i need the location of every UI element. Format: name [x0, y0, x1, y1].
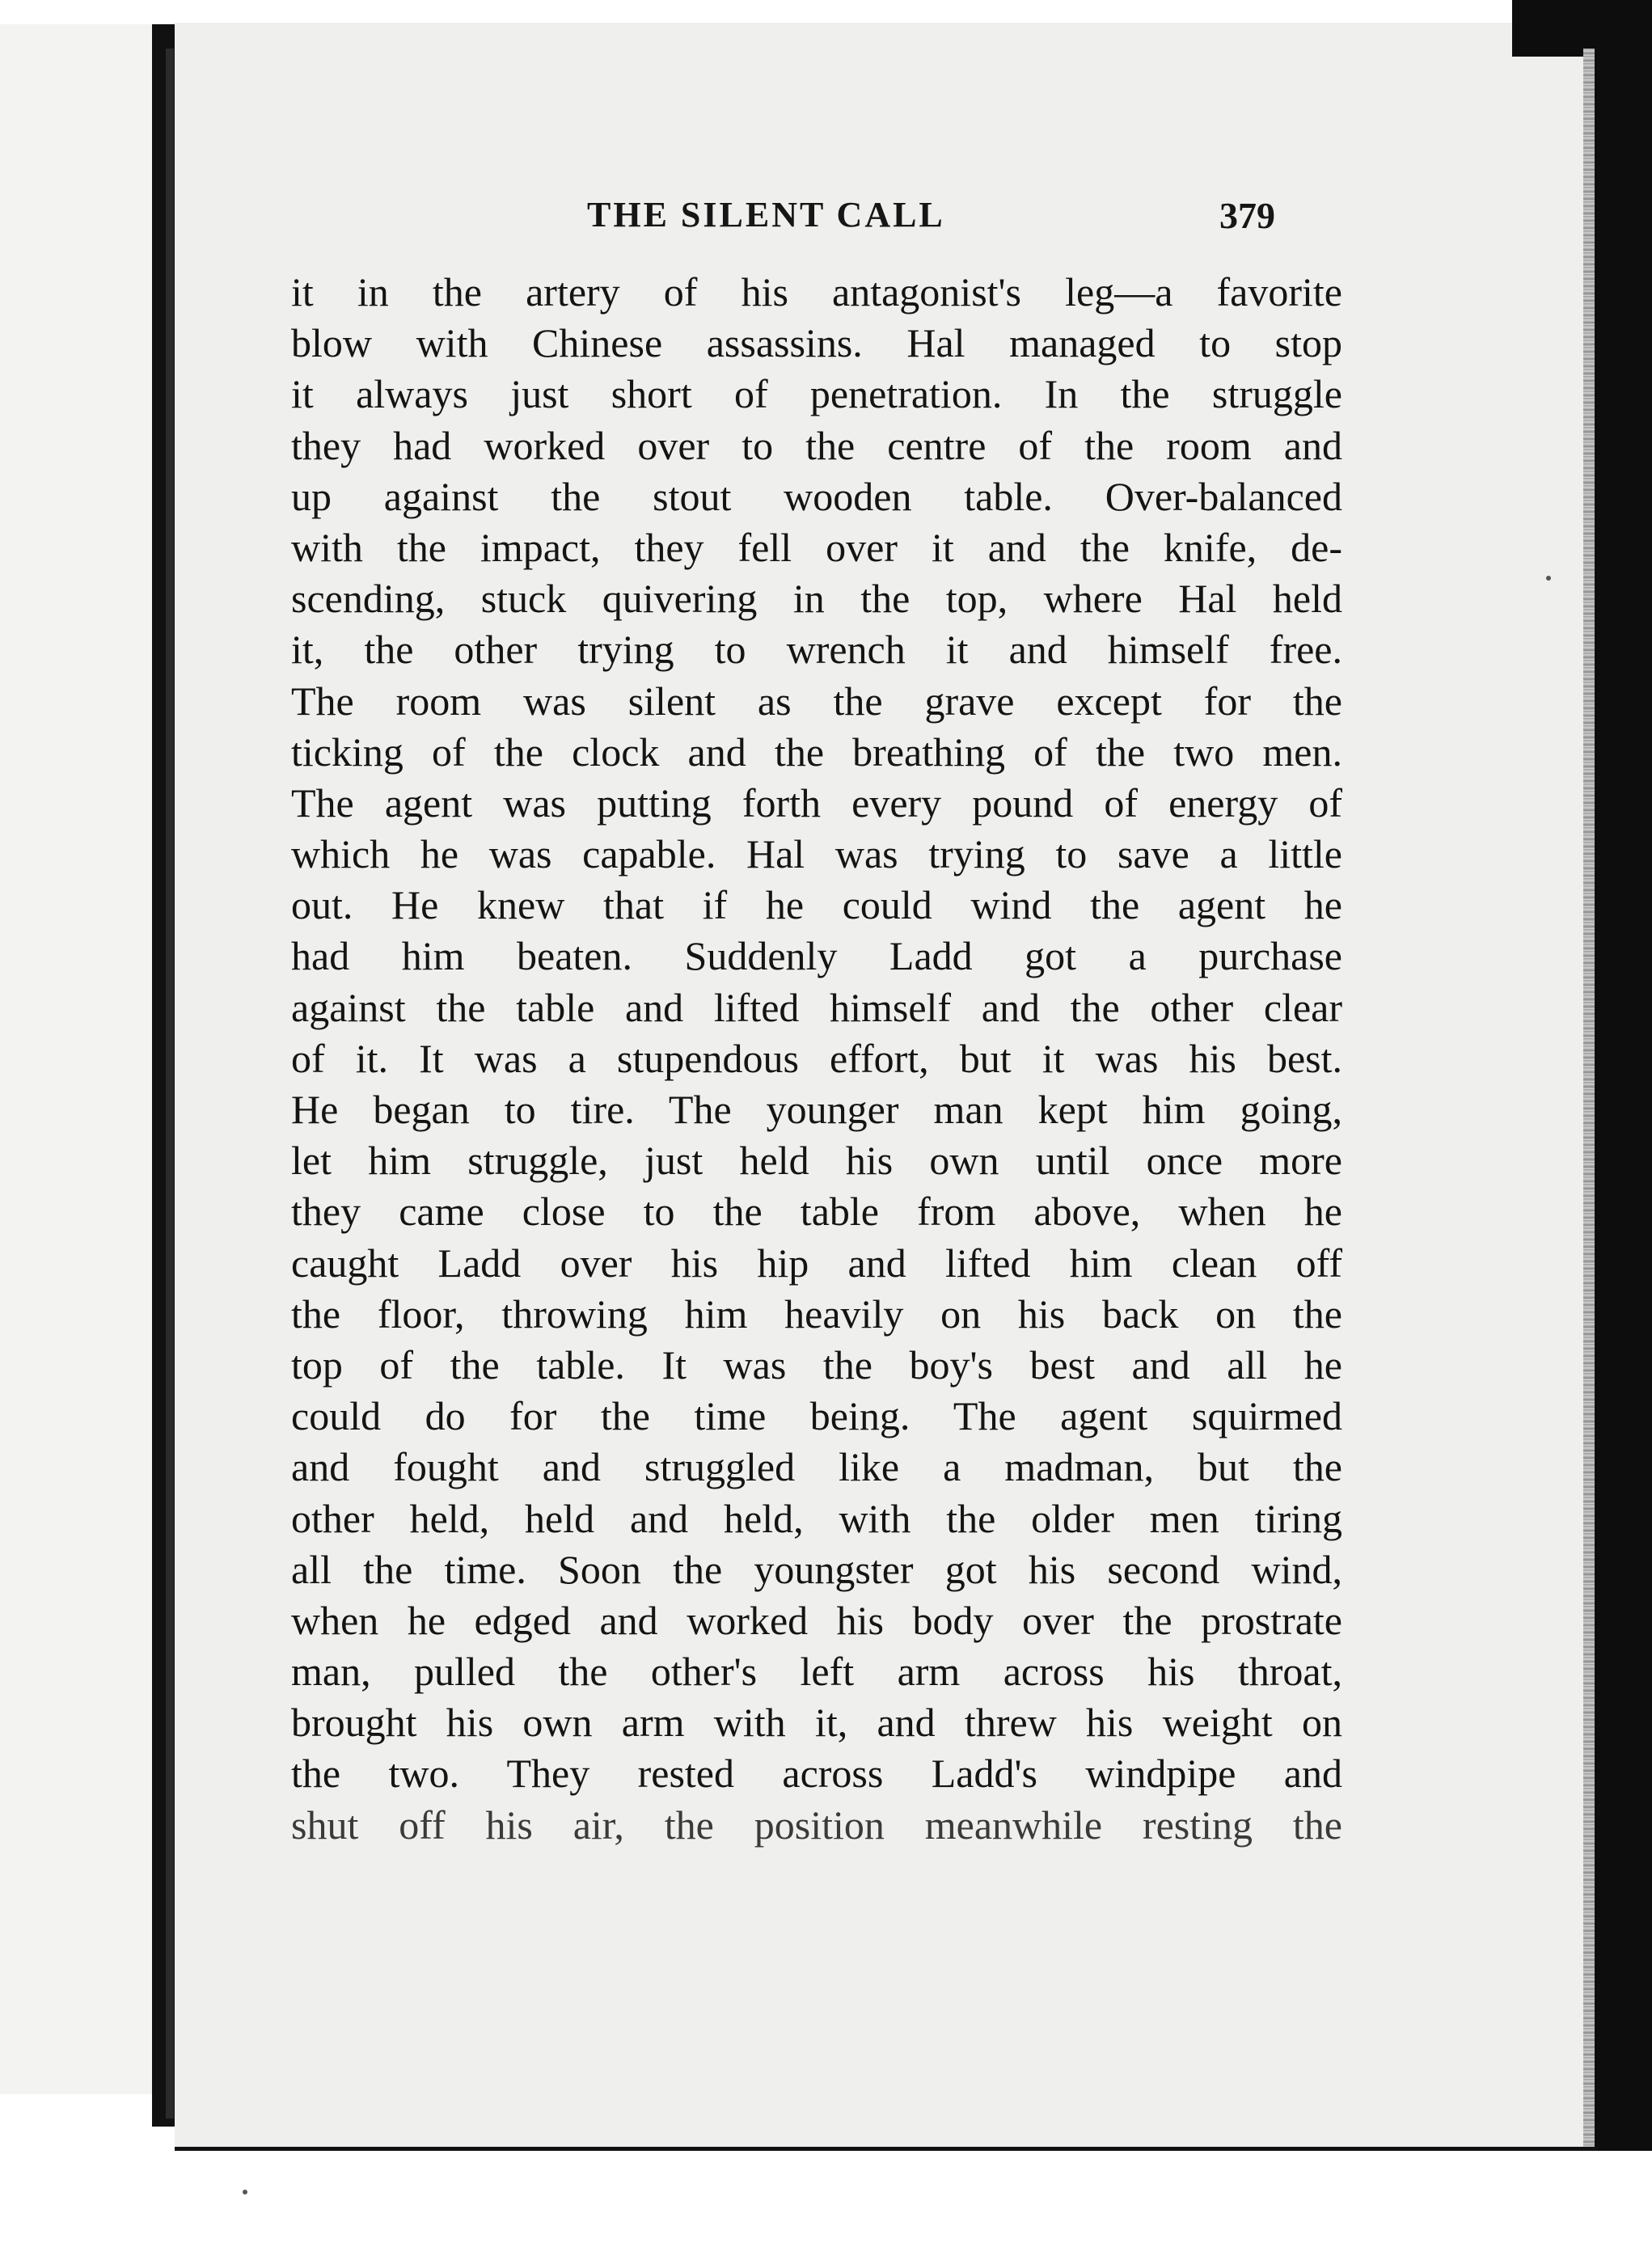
text-line: man, pulled the other's left arm across his throat, — [291, 1649, 1342, 1695]
text-line: it always just short of penetration. In the struggle — [291, 371, 1342, 417]
text-line: when he edged and worked his body over the prostrate — [291, 1597, 1342, 1643]
text-line: brought his own arm with it, and threw his weight on — [291, 1700, 1342, 1746]
text-line: let him struggle, just held his own until once more — [291, 1138, 1342, 1184]
text-line: with the impact, they fell over it and the knife, de- — [291, 524, 1342, 570]
text-line: all the time. Soon the youngster got his second wind, — [291, 1546, 1342, 1592]
running-title: THE SILENT CALL — [587, 195, 945, 234]
text-line: scending, stuck quivering in the top, where Hal held — [291, 576, 1342, 622]
text-line: other held, held and held, with the older men tiring — [291, 1495, 1342, 1541]
text-line: it in the artery of his antagonist's leg—a favorite — [291, 269, 1342, 315]
scan-speck — [1546, 576, 1551, 581]
text-line: and fought and struggled like a madman, but the — [291, 1444, 1342, 1490]
text-line: they had worked over to the centre of the room and — [291, 422, 1342, 468]
scan-speck — [243, 2190, 247, 2194]
text-line: top of the table. It was the boy's best and all he — [291, 1341, 1342, 1388]
gutter-shadow — [166, 49, 174, 2118]
text-line: they came close to the table from above, when he — [291, 1189, 1342, 1235]
text-line: blow with Chinese assassins. Hal managed to stop — [291, 320, 1342, 366]
text-line: up against the stout wooden table. Over-balanced — [291, 473, 1342, 519]
text-line: against the table and lifted himself and the other clear — [291, 984, 1342, 1030]
text-line: had him beaten. Suddenly Ladd got a purchase — [291, 933, 1342, 979]
text-line: The room was silent as the grave except for the — [291, 678, 1342, 724]
text-line: The agent was putting forth every pound of energy of — [291, 779, 1342, 826]
text-line: of it. It was a stupendous effort, but it was his best. — [291, 1035, 1342, 1081]
page-stack-edge — [1583, 49, 1595, 2151]
text-line: could do for the time being. The agent squirmed — [291, 1393, 1342, 1439]
text-line: ticking of the clock and the breathing of the two men. — [291, 729, 1342, 775]
running-head — [0, 194, 1652, 243]
facing-page-edge — [0, 24, 154, 2094]
text-line: out. He knew that if he could wind the agent he — [291, 882, 1342, 928]
text-line: caught Ladd over his hip and lifted him clean off — [291, 1240, 1342, 1286]
scan-border-bottom — [0, 2151, 1652, 2243]
body-text — [291, 267, 1342, 1851]
text-line: it, the other trying to wrench it and himself free. — [291, 627, 1342, 673]
scan-border-right — [1593, 0, 1652, 2183]
text-line: the floor, throwing him heavily on his back on the — [291, 1290, 1342, 1337]
text-line: shut off his air, the position meanwhile resting the — [291, 1802, 1342, 1848]
text-line: the two. They rested across Ladd's windpipe and — [291, 1751, 1342, 1797]
text-line: He began to tire. The younger man kept him going, — [291, 1087, 1342, 1132]
text-line: which he was capable. Hal was trying to save a little — [291, 831, 1342, 877]
page-number: 379 — [1219, 195, 1275, 236]
